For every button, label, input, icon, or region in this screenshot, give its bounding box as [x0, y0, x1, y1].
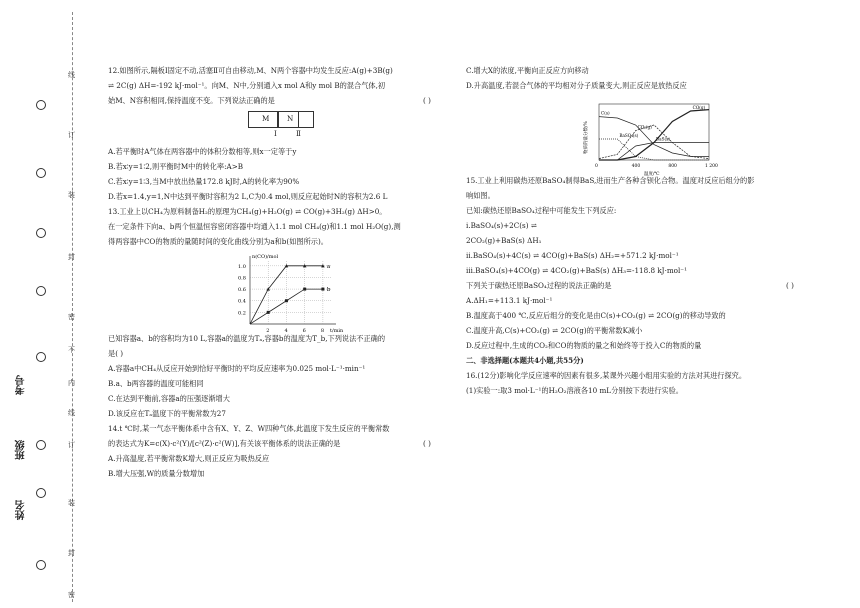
series-line — [599, 110, 709, 160]
q15-reaction-3: ⅲ.BaSO₄(s)+4CO(g) ⇌ 4CO₂(g)+BaS(s) ΔH₃=-118.8 kJ·mol⁻¹ — [466, 265, 687, 275]
x-tick-label: 6 — [302, 327, 306, 334]
series-label: a — [326, 263, 331, 270]
q15-ask: 下列关于碳热还原BaSO₄过程的说法正确的是 ( ) — [466, 280, 794, 290]
data-point — [267, 311, 270, 314]
q16-part-1: (1)实验一:取3 mol·L⁻¹的H₂O₂溶液各10 mL分别按下表进行实验。 — [466, 385, 683, 395]
q12-intro: ⇌ 2C(g) ΔH=-192 kJ·mol⁻¹。向M、N中,分别通入x mol A和y mol B的混合气体,初 — [108, 80, 386, 90]
q14-option-b: B.增大压强,W的质量分数增加 — [108, 468, 205, 478]
series-label: CO₂(g) — [637, 124, 652, 130]
y-tick-label: 0.6 — [238, 286, 246, 293]
q12-option-a: A.若平衡时A气体在两容器中的体积分数相等,则x一定等于y — [108, 146, 297, 156]
series-line — [599, 117, 709, 157]
margin-char: 不 — [68, 346, 75, 354]
margin-char: 装 — [68, 499, 75, 507]
q13-option-a: A.容器a中CH₄从反应开始到恰好平衡时的平均反应速率为0.025 mol·L⁻¹·min⁻¹ — [108, 363, 366, 373]
q13-option-d: D.该反应在Tₐ温度下的平衡常数为27 — [108, 408, 226, 418]
x-tick-label: 800 — [668, 163, 677, 169]
q15-option-b: B.温度高于400 ℃,反应后组分的变化是由C(s)+CO₂(g) ⇌ 2CO(g)的移动导致的 — [466, 310, 726, 320]
q15-reaction-1: ⅰ.BaSO₄(s)+2C(s) ⇌ — [466, 220, 537, 230]
x-tick-label: 4 — [284, 327, 288, 334]
x-tick-label: 1 200 — [705, 163, 718, 169]
q15-option-d: D.反应过程中,生成的CO₂和CO的物质的量之和始终等于投入C的物质的量 — [466, 340, 702, 350]
margin-char: 内 — [68, 379, 75, 387]
margin-circle — [36, 560, 46, 570]
temperature-composition-chart — [581, 96, 731, 176]
margin-char: 订 — [68, 131, 75, 139]
x-axis-label: t/min — [330, 327, 344, 334]
x-tick-label: 0 — [595, 163, 598, 169]
q16-intro: 16.(12分)影响化学反应速率的因素有很多,某课外兴趣小组用实验的方法对其进行探究。 — [466, 370, 747, 380]
x-tick-label: 400 — [631, 163, 641, 169]
container-diagram: M N Ⅰ Ⅱ — [248, 111, 468, 141]
y-tick-label: 0.4 — [238, 298, 246, 305]
series-label: C(s) — [601, 110, 610, 116]
margin-circle — [36, 228, 46, 238]
q15-known: 已知:碳热还原BaSO₄过程中可能发生下列反应: — [466, 205, 617, 215]
right-column — [466, 66, 826, 401]
q12-option-d: D.若x=1.4,y=1,N中达到平衡时容积为2 L,C为0.4 mol,则反应起始时N的容积为2.6 L — [108, 191, 388, 201]
margin-char: 线 — [68, 71, 75, 79]
x-tick-label: 8 — [320, 327, 325, 334]
margin-char: 封 — [68, 253, 75, 261]
q13-option-b: B.a、b两容器的温度可能相同 — [108, 378, 204, 388]
q13-condition: 是( ) — [108, 348, 124, 358]
y-tick-label: 1.0 — [238, 263, 246, 270]
y-tick-label: 0.8 — [238, 275, 246, 282]
series-line — [599, 142, 709, 160]
series-label: BaSO₄(s) — [619, 132, 639, 138]
q12-intro: 12.如图所示,隔板Ⅰ固定不动,活塞Ⅱ可自由移动,M、N两个容器中均发生反应:A(g)+3B(g) — [108, 66, 393, 75]
q13-intro: 得两容器中CO的物质的量随时间的变化曲线分别为a和b(如图所示)。 — [108, 236, 328, 246]
margin-circle — [36, 488, 46, 498]
series-line-b — [250, 289, 323, 324]
q13-condition: 已知容器a、b的容积均为10 L,容器a的温度为Tₐ,容器b的温度为T_b,下列说法不正确的 — [108, 333, 386, 343]
data-point — [303, 287, 306, 290]
series-label: CO(g) — [692, 104, 706, 110]
data-point — [285, 299, 288, 302]
q15-reaction-1: 2CO₂(g)+BaS(s) ΔH₁ — [466, 235, 542, 245]
margin-char: 订 — [68, 441, 75, 449]
margin-circle — [36, 286, 46, 296]
margin-char: 密 — [68, 591, 75, 599]
q14-option-d: D.升高温度,若混合气体的平均相对分子质量变大,则正反应是放热反应 — [466, 80, 687, 90]
co-time-chart — [228, 252, 348, 334]
margin-char: 封 — [68, 549, 75, 557]
plot-frame — [599, 104, 709, 160]
series-label: b — [326, 286, 331, 293]
margin-char: 线 — [68, 409, 75, 417]
q15-option-a: A.ΔH₁=+113.1 kJ·mol⁻¹ — [466, 295, 553, 305]
y-tick-label: 0.2 — [238, 310, 246, 317]
x-axis-label: 温度/℃ — [644, 171, 660, 176]
y-axis-label: 物质的量分数/% — [584, 121, 589, 154]
margin-circle — [36, 352, 46, 362]
margin-char: 装 — [68, 191, 75, 199]
y-axis-label: n(CO)/mol — [252, 253, 279, 260]
q13-intro: 13.工业上以CH₄为原料制备H₂的原理为CH₄(g)+H₂O(g) ⇌ CO(g)+3H₂(g) ΔH>0。 — [108, 206, 387, 216]
q12-option-c: C.若x∶y=1∶3,当M中放出热量172.8 kJ时,A的转化率为90% — [108, 176, 300, 186]
q13-intro: 在一定条件下向a、b两个恒温恒容密闭容器中均通入1.1 mol CH₄(g)和1.1 mol H₂O(g),测 — [108, 221, 401, 231]
q14-intro: 的表达式为K=c(X)·c²(Y)/[c²(Z)·c²(W)],有关该平衡体系的说法正确的是 ( ) — [108, 438, 431, 448]
data-point — [321, 287, 324, 290]
q15-intro: 15.工业上利用碳热还原BaSO₄制得BaS,进而生产各种含钡化合物。温度对反应后组分的影 — [466, 175, 755, 185]
q14-option-c: C.增大X的浓度,平衡向正反应方向移动 — [466, 66, 589, 75]
name-label: 姓名 — [16, 500, 27, 520]
q13-option-c: C.在达到平衡前,容器a的压强逐渐增大 — [108, 393, 230, 403]
q14-intro: 14.t ℃时,某一气态平衡体系中含有X、Y、Z、W四种气体,此温度下发生反应的平衡常数 — [108, 423, 390, 433]
q12-option-b: B.若x∶y=1∶2,则平衡时M中的转化率:A>B — [108, 161, 244, 171]
x-tick-label: 2 — [266, 327, 270, 334]
binding-margin — [0, 0, 75, 608]
series-label: BaS(s) — [656, 136, 670, 142]
q15-intro: 响如图。 — [466, 190, 495, 200]
margin-circle — [36, 168, 46, 178]
q14-option-a: A.升高温度,若平衡常数K增大,则正反应为吸热反应 — [108, 453, 270, 463]
exam-number-label: 考号 — [16, 375, 27, 395]
q15-option-c: C.温度升高,C(s)+CO₂(g) ⇌ 2CO(g)的平衡常数K减小 — [466, 325, 643, 335]
section-heading: 二、非选择题(本题共4小题,共55分) — [466, 355, 584, 365]
margin-circle — [36, 100, 46, 110]
q12-intro: 始M、N容积相同,保持温度不变。下列说法正确的是 ( ) — [108, 95, 431, 105]
q15-reaction-2: ⅱ.BaSO₄(s)+4C(s) ⇌ 4CO(g)+BaS(s) ΔH₂=+571.2 kJ·mol⁻¹ — [466, 250, 679, 260]
class-label: 班级 — [16, 440, 27, 460]
left-column — [108, 66, 468, 484]
cut-line — [72, 12, 73, 602]
margin-char: 密 — [68, 313, 75, 321]
margin-circle — [36, 440, 46, 450]
